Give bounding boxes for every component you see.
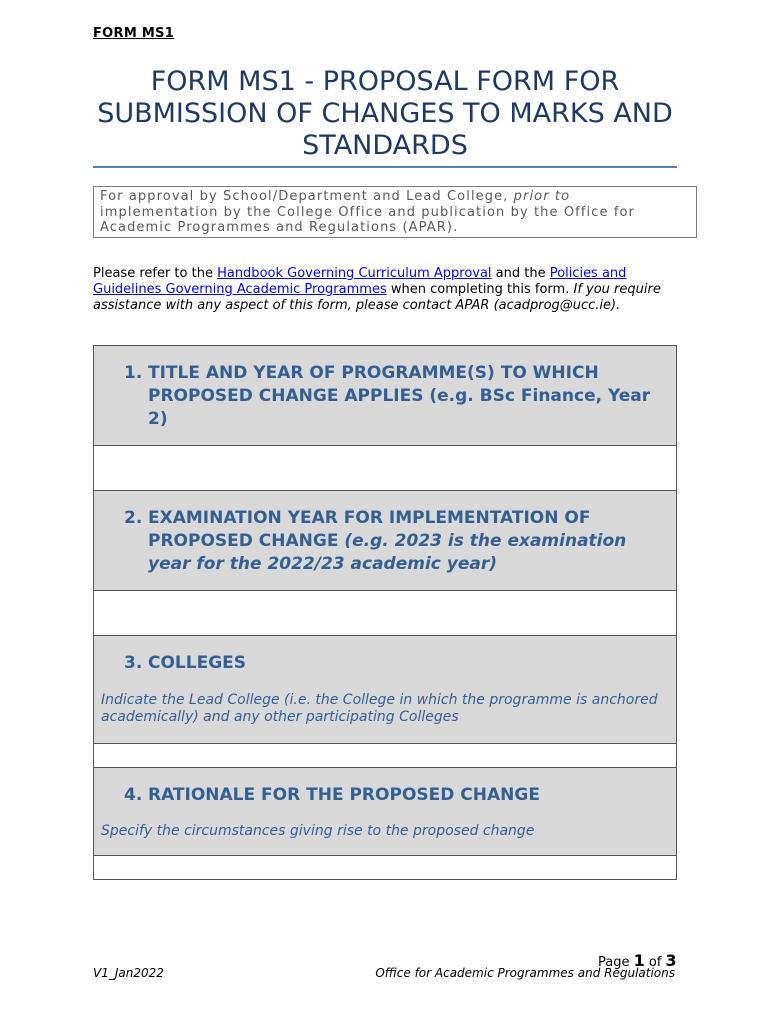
section-4-header [94,768,676,856]
policies-link[interactable]: Policies and Guidelines Governing Academic Programmes [93,266,627,297]
reference-paragraph [93,266,673,314]
approval-notice-box [93,186,697,238]
title-divider [93,166,677,168]
approval-text-before: For approval by School/Department and Lead College, [100,189,514,204]
page-total: 3 [665,951,677,970]
section-4-number: 4. [124,785,143,805]
section-3-note: Indicate the Lead College (i.e. the College in which the programme is anchored academically) and any other participating Colleges [101,692,658,725]
section-2-title [124,507,656,576]
refer-suffix: when completing this form. [386,282,574,297]
office-label: Office for Academic Programmes and Regulations [375,966,675,980]
refer-middle: and the [491,266,550,281]
section-2-title-text: EXAMINATION YEAR FOR IMPLEMENTATION OF PROPOSED CHANGE [148,508,591,551]
refer-prefix: Please refer to the [93,266,218,281]
section-1-answer-field[interactable] [94,446,676,491]
approval-italic: prior to [513,189,571,204]
page-title: FORM MS1 - PROPOSAL FORM FOR SUBMISSION OF CHANGES TO MARKS AND STANDARDS [97,66,673,161]
section-3-title-text: COLLEGES [148,653,247,673]
section-4-title-text: RATIONALE FOR THE PROPOSED CHANGE [148,785,540,805]
approval-text-after: implementation by the College Office and publication by the Office for Academic Programmes and Regulations (APAR). [100,204,635,235]
section-3-header [94,636,676,744]
page-current: 1 [633,951,645,970]
section-2-number: 2. [124,508,143,528]
section-4-note: Specify the circumstances giving rise to the proposed change [101,823,535,839]
section-4-answer-field[interactable] [94,856,676,880]
version-label: V1_Jan2022 [93,966,164,980]
page-label: Page [598,955,634,970]
section-1-header [94,346,676,446]
section-4-title [124,784,656,807]
handbook-link[interactable]: Handbook Governing Curriculum Approval [217,266,492,281]
section-1-number: 1. [124,363,143,383]
section-3-title [124,652,656,675]
section-2-header [94,491,676,591]
section-2-title-italic: (e.g. 2023 is the examination year for the 2022/23 academic year) [148,531,627,574]
section-3-answer-field[interactable] [94,744,676,768]
section-3-number: 3. [124,653,143,673]
refer-contact: If you require assistance with any aspect of this form, please contact APAR (acadprog@ucc.ie). [93,282,661,313]
section-2-answer-field[interactable] [94,591,676,636]
section-1-title [124,362,656,431]
form-sections-table [93,345,677,880]
form-id-header: FORM MS1 [93,26,175,41]
page-of: of [644,955,666,970]
section-1-title-text: TITLE AND YEAR OF PROGRAMME(S) TO WHICH PROPOSED CHANGE APPLIES (e.g. BSc Finance, Year 2) [148,363,651,429]
